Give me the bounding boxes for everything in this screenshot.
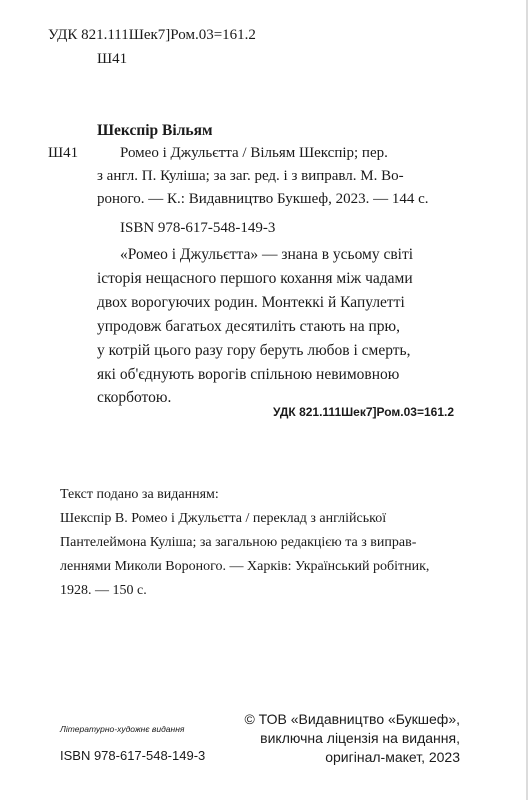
bibliographic-line: з англ. П. Куліша; за заг. ред. і з виправл. М. Во- bbox=[97, 168, 404, 184]
annotation-line: двох ворогуючих родин. Монтеккі й Капулетті bbox=[97, 294, 405, 311]
bibliographic-line: Ромео і Джульєтта / Вільям Шекспір; пер. bbox=[120, 145, 388, 161]
copyright-line: виключна ліцензія на видання, bbox=[260, 730, 460, 746]
source-line: Шекспір В. Ромео і Джульєтта / переклад з англійської bbox=[60, 511, 387, 526]
isbn-footer: ISBN 978-617-548-149-3 bbox=[60, 748, 206, 763]
copyright-line: © ТОВ «Видавництво «Букшеф», bbox=[244, 711, 460, 727]
author-code-mid: Ш41 bbox=[48, 145, 79, 161]
genre-label: Літературно-художнє видання bbox=[60, 724, 185, 734]
annotation-line: у котрій цього разу гору беруть любов і смерть, bbox=[97, 342, 411, 359]
author-code-top: Ш41 bbox=[97, 51, 128, 67]
udk-code-top: УДК 821.111Шек7]Ром.03=161.2 bbox=[48, 27, 256, 43]
annotation-line: скорботою. bbox=[97, 389, 172, 406]
annotation-line: упродовж багатьох десятиліть стають на прю, bbox=[97, 318, 400, 335]
isbn-catalog: ISBN 978-617-548-149-3 bbox=[120, 220, 276, 236]
source-line: леннями Миколи Вороного. — Харків: Український робітник, bbox=[60, 559, 430, 574]
source-line: 1928. — 150 с. bbox=[60, 583, 147, 598]
annotation-line: «Ромео і Джульєтта» — знана в усьому світі bbox=[120, 246, 414, 263]
author-heading: Шекспір Вільям bbox=[97, 122, 213, 139]
udk-code-bottom: УДК 821.111Шек7]Ром.03=161.2 bbox=[273, 405, 454, 419]
source-line: Пантелеймона Куліша; за загальною редакцією та з виправ- bbox=[60, 535, 417, 550]
source-heading: Текст подано за виданням: bbox=[60, 487, 219, 502]
copyright-line: оригінал-макет, 2023 bbox=[325, 749, 460, 765]
bibliographic-line: роного. — К.: Видавництво Букшеф, 2023. — 144 с. bbox=[97, 191, 429, 207]
annotation-line: які об'єднують ворогів спільною невимовною bbox=[97, 366, 400, 383]
annotation-line: історія нещасного першого кохання між чадами bbox=[97, 270, 413, 287]
